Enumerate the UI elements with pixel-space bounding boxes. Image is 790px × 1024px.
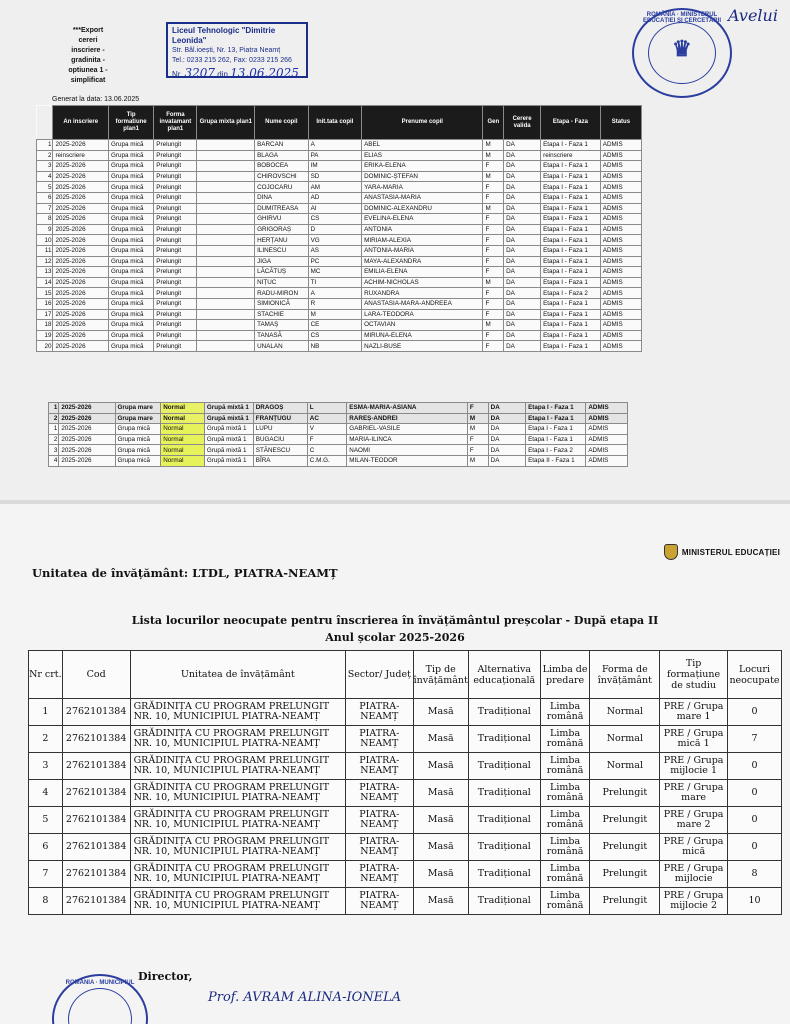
table-row: 13 2025-2026 Grupa mică Prelungit LĂCĂTUȘ MC EMILIA-ELENA F DA Etapa I - Faza 1 ADMIS (37, 267, 642, 278)
table-row: 3 2025-2026 Grupa mică Prelungit BOBOCEA IM ERIKA-ELENA F DA Etapa I - Faza 1 ADMIS (37, 161, 642, 172)
export-title: ***Export cereri inscriere - gradinita - optiunea 1 - simplificat (68, 27, 108, 84)
table-row: 3 2762101384 GRĂDINIȚA CU PROGRAM PRELUNGIT NR. 10, MUNICIPIUL PIATRA-NEAMȚ PIATRA-NEAMȚ Masă Tradițional Limba română Normal PRE / Grupa mijlocie 1 0 (29, 753, 782, 780)
crest-icon: ♛ (672, 36, 692, 61)
table-row: 2 2025-2026 Grupa mare Normal Grupă mixtă 1 FRANȚUGU AC RAREȘ-ANDREI M DA Etapa I - Faza 1 ADMIS (49, 413, 628, 424)
signature-top: Avelui (728, 6, 778, 25)
director-label: Director, (138, 970, 193, 983)
table-row: 7 2762101384 GRĂDINIȚA CU PROGRAM PRELUNGIT NR. 10, MUNICIPIUL PIATRA-NEAMȚ PIATRA-NEAMȚ Masă Tradițional Limba română Prelungit PRE / Grupa mijlocie 8 (29, 861, 782, 888)
table-row: 6 2025-2026 Grupa mică Prelungit DINA AD ANASTASIA-MARIA F DA Etapa I - Faza 1 ADMIS (37, 192, 642, 203)
crest-icon (664, 544, 678, 560)
registration-number: Nr. 3207 din 13.06.2025 (172, 66, 299, 80)
table-row: 20 2025-2026 Grupa mică Prelungit UNALAN NB NAZLI-BUSE F DA Etapa I - Faza 1 ADMIS (37, 341, 642, 352)
table-row: 6 2762101384 GRĂDINIȚA CU PROGRAM PRELUNGIT NR. 10, MUNICIPIUL PIATRA-NEAMȚ PIATRA-NEAMȚ Masă Tradițional Limba română Prelungit PRE / Grupa mică 0 (29, 834, 782, 861)
table-row: 5 2762101384 GRĂDINIȚA CU PROGRAM PRELUNGIT NR. 10, MUNICIPIUL PIATRA-NEAMȚ PIATRA-NEAMȚ Masă Tradițional Limba română Prelungit PRE / Grupa mare 2 0 (29, 807, 782, 834)
table-row: 7 2025-2026 Grupa mică Prelungit DUMITREASA AI DOMINIC-ALEXANDRU M DA Etapa I - Faza 1 ADMIS (37, 203, 642, 214)
table-row: 2 reinscriere Grupa mică Prelungit BLAGA PA ELIAS M DA reinscriere ADMIS (37, 150, 642, 161)
export-page (0, 0, 790, 500)
export-table-mixed (48, 402, 628, 467)
lista-page (0, 504, 790, 1024)
table-row: 1 2025-2026 Grupa mică Normal Grupă mixtă 1 LUPU V GABRIEL-VASILE M DA Etapa I - Faza 1 ADMIS (49, 424, 628, 435)
table-row: 4 2025-2026 Grupa mică Normal Grupă mixtă 1 BÎRA C.M.G. MILAN-TEODOR M DA Etapa II - Faza 1 ADMIS (49, 455, 628, 466)
table-row: 5 2025-2026 Grupa mică Prelungit COJOCARU AM YARA-MARIA F DA Etapa I - Faza 1 ADMIS (37, 182, 642, 193)
table-row: 19 2025-2026 Grupa mică Prelungit TANASĂ CS MIRUNA-ELENA F DA Etapa I - Faza 1 ADMIS (37, 330, 642, 341)
table-row: 11 2025-2026 Grupa mică Prelungit ILINESCU AS ANTONIA-MARIA F DA Etapa I - Faza 1 ADMIS (37, 245, 642, 256)
registration-stamp: Liceul Tehnologic "Dimitrie Leonida" Str. Băl.ioești, Nr. 13, Piatra Neamț Tel.: 0233 215 262, Fax: 0233 215 266 Nr. 3207 din 13.06.2025 (166, 22, 308, 78)
table-row: 15 2025-2026 Grupa mică Prelungit RADU-MIRON A RUXANDRA F DA Etapa I - Faza 2 ADMIS (37, 288, 642, 299)
table-row: 8 2025-2026 Grupa mică Prelungit GHIRVU CS EVELINA-ELENA F DA Etapa I - Faza 1 ADMIS (37, 214, 642, 225)
table-row: 1 2025-2026 Grupa mică Prelungit BARCAN A ABEL M DA Etapa I - Faza 1 ADMIS (37, 140, 642, 151)
table-row: 1 2025-2026 Grupa mare Normal Grupă mixtă 1 DRAGOȘ L ESMA-MARIA-ASIANA F DA Etapa I - Faza 1 ADMIS (49, 403, 628, 414)
unitate-label: Unitatea de învățământ: LTDL, PIATRA-NEAMȚ (32, 566, 338, 580)
table-row: 2 2025-2026 Grupa mică Normal Grupă mixtă 1 BUGACIU F MARIA-ILINCA F DA Etapa I - Faza 1 ADMIS (49, 434, 628, 445)
export-table-header: An inscriere Tip formatiune plan1 Forma invatamant plan1 Grupa mixta plan1 Nume copil Init.tata copil Prenume copil Gen Cerere valida Etapa - Faza Status (37, 106, 642, 140)
seal-icon: ROMÂNIA · MUNICIPIUL (52, 974, 148, 1024)
seal-icon: ♛ ROMÂNIA · MINISTERUL EDUCAȚIEI ȘI CERCETĂRII (632, 8, 732, 98)
ministry-header: MINISTERUL EDUCAȚIEI (664, 544, 780, 560)
table-row: 2 2762101384 GRĂDINIȚA CU PROGRAM PRELUNGIT NR. 10, MUNICIPIUL PIATRA-NEAMȚ PIATRA-NEAMȚ Masă Tradițional Limba română Normal PRE / Grupa mică 1 7 (29, 726, 782, 753)
generated-date: Generat la data: 13.06.2025 (52, 96, 140, 103)
locuri-table-header: Nr crt. Cod Unitatea de învățământ Sector/ Județ Tip de învățământ Alternativa educațională Limba de predare Forma de învățământ Tip formațiune de studiu Locuri neocupate (29, 651, 782, 699)
table-row: 18 2025-2026 Grupa mică Prelungit TAMAȘ CE OCTAVIAN M DA Etapa I - Faza 1 ADMIS (37, 320, 642, 331)
export-table (36, 105, 642, 352)
table-row: 12 2025-2026 Grupa mică Prelungit JIGA PC MAYA-ALEXANDRA F DA Etapa I - Faza 1 ADMIS (37, 256, 642, 267)
locuri-table (28, 650, 782, 915)
table-row: 1 2762101384 GRĂDINIȚA CU PROGRAM PRELUNGIT NR. 10, MUNICIPIUL PIATRA-NEAMȚ PIATRA-NEAMȚ Masă Tradițional Limba română Normal PRE / Grupa mare 1 0 (29, 699, 782, 726)
table-row: 4 2762101384 GRĂDINIȚA CU PROGRAM PRELUNGIT NR. 10, MUNICIPIUL PIATRA-NEAMȚ PIATRA-NEAMȚ Masă Tradițional Limba română Prelungit PRE / Grupa mare 0 (29, 780, 782, 807)
table-row: 16 2025-2026 Grupa mică Prelungit SIMIONICĂ R ANASTASIA-MARA-ANDREEA F DA Etapa I - Faza 1 ADMIS (37, 298, 642, 309)
table-row: 10 2025-2026 Grupa mică Prelungit HERȚANU VG MIRIAM-ALEXIA F DA Etapa I - Faza 1 ADMIS (37, 235, 642, 246)
table-row: 3 2025-2026 Grupa mică Normal Grupă mixtă 1 STĂNESCU C NAOMI F DA Etapa I - Faza 2 ADMIS (49, 445, 628, 456)
table-row: 4 2025-2026 Grupa mică Prelungit CHIROVSCHI SD DOMINIC-ȘTEFAN M DA Etapa I - Faza 1 ADMIS (37, 171, 642, 182)
table-row: 17 2025-2026 Grupa mică Prelungit STACHIE M LARA-TEODORA F DA Etapa I - Faza 1 ADMIS (37, 309, 642, 320)
table-row: 14 2025-2026 Grupa mică Prelungit NIȚUC TI ACHIM-NICHOLAS M DA Etapa I - Faza 1 ADMIS (37, 277, 642, 288)
table-row: 9 2025-2026 Grupa mică Prelungit GRIGORAȘ D ANTONIA F DA Etapa I - Faza 1 ADMIS (37, 224, 642, 235)
director-signature: Prof. AVRAM ALINA-IONELA (208, 990, 402, 1005)
table-row: 8 2762101384 GRĂDINIȚA CU PROGRAM PRELUNGIT NR. 10, MUNICIPIUL PIATRA-NEAMȚ PIATRA-NEAMȚ Masă Tradițional Limba română Prelungit PRE / Grupa mijlocie 2 10 (29, 888, 782, 915)
an-scolar: Anul școlar 2025-2026 (325, 631, 465, 644)
lista-title: Lista locurilor neocupate pentru înscrierea în învățământul preșcolar - După etapa II (131, 614, 659, 627)
